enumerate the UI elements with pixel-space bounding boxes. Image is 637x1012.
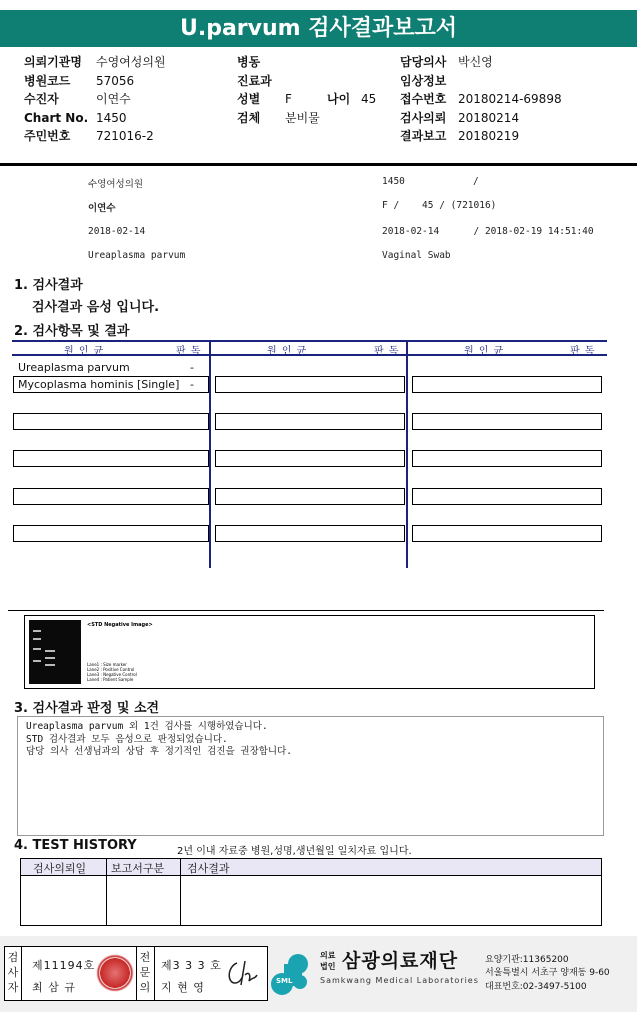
department-label: 진료과	[237, 73, 272, 88]
gel-band	[33, 648, 41, 650]
specialist-signature	[225, 957, 261, 991]
age-label: 나이	[327, 92, 351, 106]
patient-value: 이연수	[96, 92, 131, 106]
sub-sex-age: F / 45 / (721016)	[382, 200, 497, 211]
examiner-name: 최 삼 규	[32, 981, 76, 994]
specialist-name: 지 현 영	[161, 981, 205, 994]
history-note: 2년 이내 자료중 병원,성명,생년월일 일치자료 입니다.	[177, 846, 412, 857]
sub-period: 2018-02-14 / 2018-02-19 14:51:40	[382, 226, 594, 237]
specialist-license-no: 제3 3 3 호	[161, 959, 222, 972]
history-table	[20, 858, 602, 926]
sub-received: 2018-02-14	[88, 226, 146, 237]
history-col-result: 검사결과	[187, 862, 230, 875]
result-row-1-name: Ureaplasma parvum	[18, 361, 130, 374]
hospital-name-label: 의뢰기관명	[24, 55, 82, 69]
gel-band	[45, 664, 55, 666]
opinion-line-1: Ureaplasma parvum 외 1건 검사를 시행하였습니다.	[26, 721, 268, 732]
grid-header-pathogen-1: 원 인 균	[64, 346, 105, 357]
resident-no-value: 721016-2	[96, 129, 154, 143]
section1-title: 1. 검사결과	[14, 278, 83, 293]
age-value: 45	[361, 92, 377, 106]
request-date-label: 검사의뢰	[400, 110, 447, 125]
gel-band	[45, 657, 55, 659]
grid-header-judgment-2: 판 독	[374, 346, 400, 357]
sml-logo-icon	[270, 950, 318, 998]
results-grid-header	[12, 340, 607, 356]
resident-no-label: 주민번호	[24, 129, 71, 143]
sign-separator	[154, 947, 155, 1000]
result-empty-cell	[412, 413, 602, 430]
grid-header-pathogen-2: 원 인 균	[267, 346, 308, 357]
gel-image-label: <STD Negative Image>	[87, 622, 153, 628]
opinion-line-2: STD 검사결과 모두 음성으로 판정되었습니다.	[26, 733, 228, 745]
hospital-name-value: 수영여성의원	[96, 55, 166, 69]
doctor-label: 담당의사	[400, 55, 447, 69]
ward-label: 병동	[237, 55, 261, 69]
doctor-value: 박신영	[458, 55, 493, 69]
result-empty-cell	[215, 413, 405, 430]
gel-band	[33, 638, 41, 640]
sub-clinic: 수영여성의원	[88, 179, 144, 190]
history-table-header	[21, 859, 601, 876]
gel-legend-2: Lane2 : Positive Control	[87, 667, 135, 672]
patient-label: 수진자	[24, 92, 59, 106]
grid-header-judgment-1: 판 독	[176, 346, 202, 357]
gel-band	[45, 650, 55, 652]
grid-divider-2	[406, 340, 408, 568]
grid-divider-1	[209, 340, 211, 568]
company-code: 요양기관:11365200	[485, 955, 569, 965]
result-empty-cell	[412, 376, 602, 393]
result-row-1-value: -	[190, 361, 194, 374]
sub-test: Ureaplasma parvum	[88, 250, 186, 261]
company-address: 서울특별시 서초구 양재동 9-60	[485, 968, 610, 978]
examiner-seal	[96, 954, 134, 992]
grid-header-pathogen-3: 원 인 균	[464, 346, 505, 357]
specimen-label: 검체	[237, 110, 261, 125]
report-title: U.parvum 검사결과보고서	[0, 10, 637, 47]
sub-chart-slash: /	[473, 176, 479, 187]
gel-legend-1: Lane1 : Size marker	[87, 662, 127, 667]
result-empty-cell	[13, 413, 209, 430]
result-empty-cell	[13, 488, 209, 505]
result-row-2-value: -	[190, 378, 194, 391]
history-col-request-date: 검사의뢰일	[33, 862, 87, 875]
examiner-license-no: 제11194호	[32, 959, 96, 972]
section4-title: 4. TEST HISTORY	[14, 838, 137, 853]
result-empty-cell	[13, 450, 209, 467]
grid-header-judgment-3: 판 독	[570, 346, 596, 357]
specimen-value: 분비물	[285, 110, 320, 125]
chart-no-label: Chart No.	[24, 110, 89, 125]
clinical-info-label: 임상정보	[400, 73, 447, 88]
company-english-name: Samkwang Medical Laboratories	[320, 976, 479, 985]
header-divider	[0, 163, 637, 166]
history-col-separator	[106, 859, 107, 925]
history-col-separator	[180, 859, 181, 925]
receipt-no-label: 접수번호	[400, 92, 447, 106]
result-empty-cell	[412, 488, 602, 505]
chart-no-value: 1450	[96, 110, 127, 125]
result-empty-cell	[412, 450, 602, 467]
company-name: 삼광의료재단	[342, 950, 459, 972]
header-col3	[400, 53, 562, 146]
logo-text: SML	[276, 977, 293, 985]
result-empty-cell	[13, 525, 209, 542]
hospital-code-label: 병원코드	[24, 73, 71, 88]
result-empty-cell	[215, 525, 405, 542]
gel-image-panel	[24, 615, 595, 689]
specialist-label: 전문의	[139, 951, 151, 994]
hospital-code-value: 57056	[96, 73, 135, 88]
section1-result-text: 검사결과 음성 입니다.	[32, 300, 160, 315]
header-col1	[24, 53, 166, 146]
result-empty-cell	[215, 450, 405, 467]
sub-specimen: Vaginal Swab	[382, 250, 451, 261]
gel-band	[33, 660, 41, 662]
result-empty-cell	[215, 488, 405, 505]
gel-image	[29, 620, 81, 684]
request-date-value: 20180214	[458, 110, 520, 125]
report-date-value: 20180219	[458, 129, 520, 143]
section-divider	[8, 610, 604, 611]
report-date-label: 결과보고	[400, 129, 447, 143]
examiner-label: 검사자	[7, 951, 19, 994]
gel-legend-3: Lane3 : Negative Control	[87, 672, 137, 677]
result-empty-cell	[412, 525, 602, 542]
result-row-2-name: Mycoplasma hominis [Single]	[18, 378, 180, 391]
history-col-report-type: 보고서구분	[111, 862, 165, 875]
opinion-line-3: 담당 의사 선생님과의 상담 후 정기적인 검진을 권장합니다.	[26, 746, 293, 757]
gel-legend-4: Lane4 : Patient Sample	[87, 677, 134, 682]
header-col2	[237, 53, 376, 127]
result-empty-cell	[215, 376, 405, 393]
signature-box	[4, 946, 268, 1001]
sub-patient: 이연수	[88, 203, 116, 214]
opinion-box	[17, 716, 604, 836]
section3-title: 3. 검사결과 판정 및 소견	[14, 701, 160, 716]
company-phone: 대표번호:02-3497-5100	[485, 982, 587, 992]
receipt-no-value: 20180214-69898	[458, 92, 562, 106]
sub-chart: 1450	[382, 176, 405, 187]
sign-separator	[21, 947, 22, 1000]
sign-separator	[136, 947, 137, 1000]
company-prefix-top: 의료	[320, 951, 336, 960]
company-prefix-bottom: 법인	[320, 962, 336, 971]
gel-band	[33, 630, 41, 632]
sex-label: 성별	[237, 92, 261, 106]
section2-title: 2. 검사항목 및 결과	[14, 324, 130, 339]
sex-value: F	[285, 92, 292, 106]
